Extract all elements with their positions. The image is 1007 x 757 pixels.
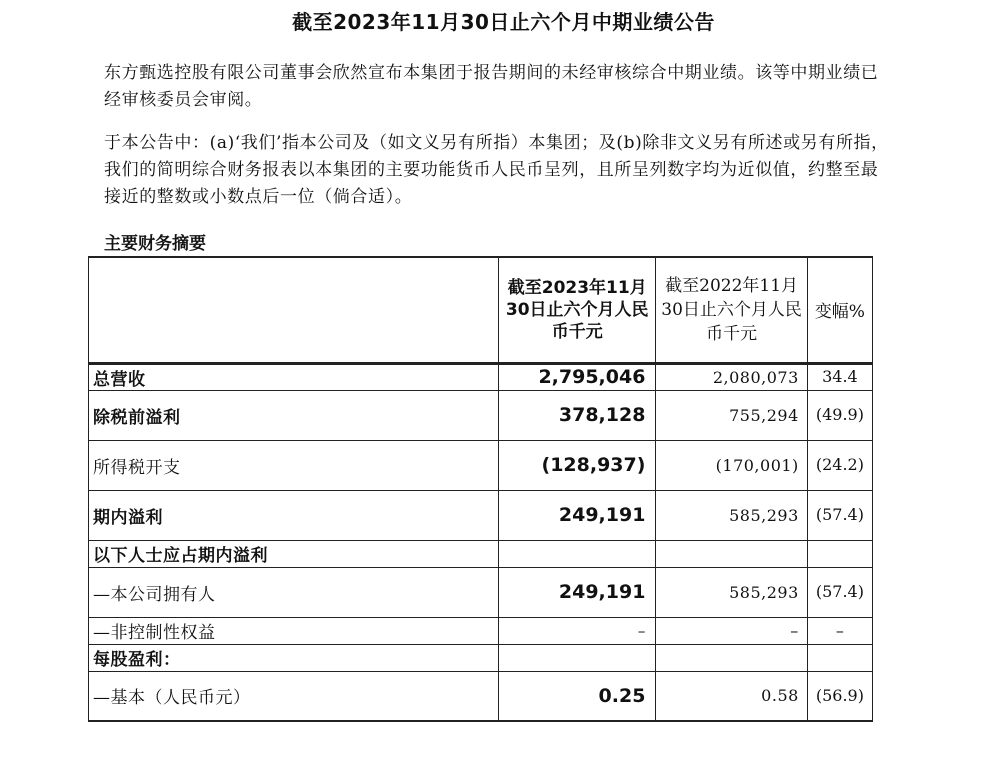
change-value: (24.2) <box>807 440 872 490</box>
change-value: (57.4) <box>807 490 872 540</box>
table-row <box>89 617 873 644</box>
current-value: – <box>499 617 656 644</box>
current-value: 378,128 <box>499 390 656 440</box>
prior-value: (170,001) <box>656 440 807 490</box>
table-row <box>89 644 873 671</box>
change-value <box>807 644 872 671</box>
prior-value: 2,080,073 <box>656 363 807 390</box>
header-current-period: 截至2023年11月30日止六个月人民币千元 <box>499 257 656 363</box>
row-label: —基本（人民币元） <box>89 671 499 721</box>
row-label: 所得税开支 <box>89 440 499 490</box>
page-title: 截至2023年11月30日止六个月中期业绩公告 <box>292 10 715 34</box>
financial-summary-table <box>88 256 873 722</box>
table-row <box>89 671 873 721</box>
change-value: (56.9) <box>807 671 872 721</box>
current-value: 0.25 <box>499 671 656 721</box>
header-label-cell <box>89 257 499 363</box>
change-value: (57.4) <box>807 567 872 617</box>
prior-value <box>656 540 807 567</box>
prior-value: 585,293 <box>656 567 807 617</box>
table-row <box>89 390 873 440</box>
header-prior-period: 截至2022年11月30日止六个月人民币千元 <box>656 257 807 363</box>
section-title: 主要财务摘要 <box>104 234 206 254</box>
prior-value: – <box>656 617 807 644</box>
table-row <box>89 567 873 617</box>
prior-value: 585,293 <box>656 490 807 540</box>
current-value: (128,937) <box>499 440 656 490</box>
intro-paragraph: 东方甄选控股有限公司董事会欣然宣布本集团于报告期间的未经审核综合中期业绩。该等中期业绩已经审核委员会审阅。 <box>104 63 879 110</box>
table-row <box>89 540 873 567</box>
current-value <box>499 644 656 671</box>
row-label: 每股盈利： <box>89 644 499 671</box>
table-row <box>89 363 873 390</box>
row-label: 期内溢利 <box>89 490 499 540</box>
change-value: (49.9) <box>807 390 872 440</box>
header-change: 变幅% <box>807 257 872 363</box>
row-label: 除税前溢利 <box>89 390 499 440</box>
change-value <box>807 540 872 567</box>
row-label: —本公司拥有人 <box>89 567 499 617</box>
table-row <box>89 490 873 540</box>
current-value <box>499 540 656 567</box>
row-label: 总营收 <box>89 363 499 390</box>
change-value: 34.4 <box>807 363 872 390</box>
change-value: – <box>807 617 872 644</box>
current-value: 249,191 <box>499 567 656 617</box>
prior-value: 755,294 <box>656 390 807 440</box>
prior-value <box>656 644 807 671</box>
table-header-row <box>89 257 873 363</box>
row-label: —非控制性权益 <box>89 617 499 644</box>
current-value: 249,191 <box>499 490 656 540</box>
current-value: 2,795,046 <box>499 363 656 390</box>
prior-value: 0.58 <box>656 671 807 721</box>
definitions-paragraph: 于本公告中：(a)‘我们’指本公司及（如文义另有所指）本集团；及(b)除非文义另有所述或另有所指，我们的简明综合财务报表以本集团的主要功能货币人民币呈列，且所呈列数字均为近似值，约整至最接近的整数或小数点后一位（倘合适）。 <box>104 133 889 207</box>
row-label: 以下人士应占期内溢利 <box>89 540 499 567</box>
table-row <box>89 440 873 490</box>
